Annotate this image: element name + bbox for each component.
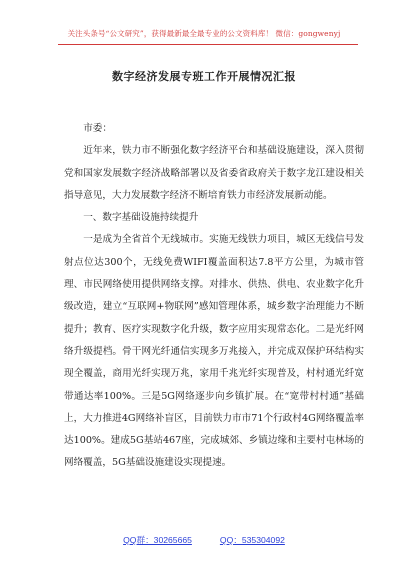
document-body <box>64 118 364 475</box>
header-banner: 关注头条号“公文研究”，获得最新最全最专业的公文资料库！ 微信：gongwenyj <box>67 29 341 38</box>
footer <box>0 534 408 546</box>
paragraph-intro: 近年来，铁力市不断强化数字经济平台和基础设施建设，深入贯彻党和国家发展数字经济战略部署以及省委省政府关于数字龙江建设相关指导意见，大力发展数字经济不断培育铁力市经济发展新动能。 <box>64 145 364 201</box>
footer-qq-group[interactable]: QQ群：30265665 <box>123 535 192 545</box>
salutation: 市委： <box>83 123 112 134</box>
document-title: 数字经济发展专班工作开展情况汇报 <box>112 70 296 83</box>
header-divider <box>58 44 358 45</box>
paragraph-infrastructure: 一是成为全省首个无线城市。实施无线铁力项目，城区无线信号发射点位达300个，无线免费WIFI覆盖面积达7.8平方公里，为城市管理、市民网络使用提供网络支撑。对排水、供热、供电、农业数字化升级改造，建立“互联网+物联网”感知管理体系，城乡数字治理能力不断提升；教育、医疗实现数字化升级，数字应用实现常态化。二是光纤网络升级提档。骨干网光纤通信实现多万兆接入，并完成双保护环结构实现全覆盖，商用光纤实现万兆，家用千兆光纤实现普及，村村通光纤宽带通达率100%。三是5G网络逐步向乡镇扩展。在“宽带村村通”基础上，大力推进4G网络补盲区，目前铁力市市71个行政村4G网络覆盖率达100%。建成5G基站467座，完成城郊、乡镇边缘和主要村屯林场的网络覆盖，5G基础设施建设实现提速。 <box>64 234 364 469</box>
section-heading: 一、数字基础设施持续提升 <box>83 212 199 224</box>
footer-qq[interactable]: QQ：535304092 <box>219 535 285 545</box>
